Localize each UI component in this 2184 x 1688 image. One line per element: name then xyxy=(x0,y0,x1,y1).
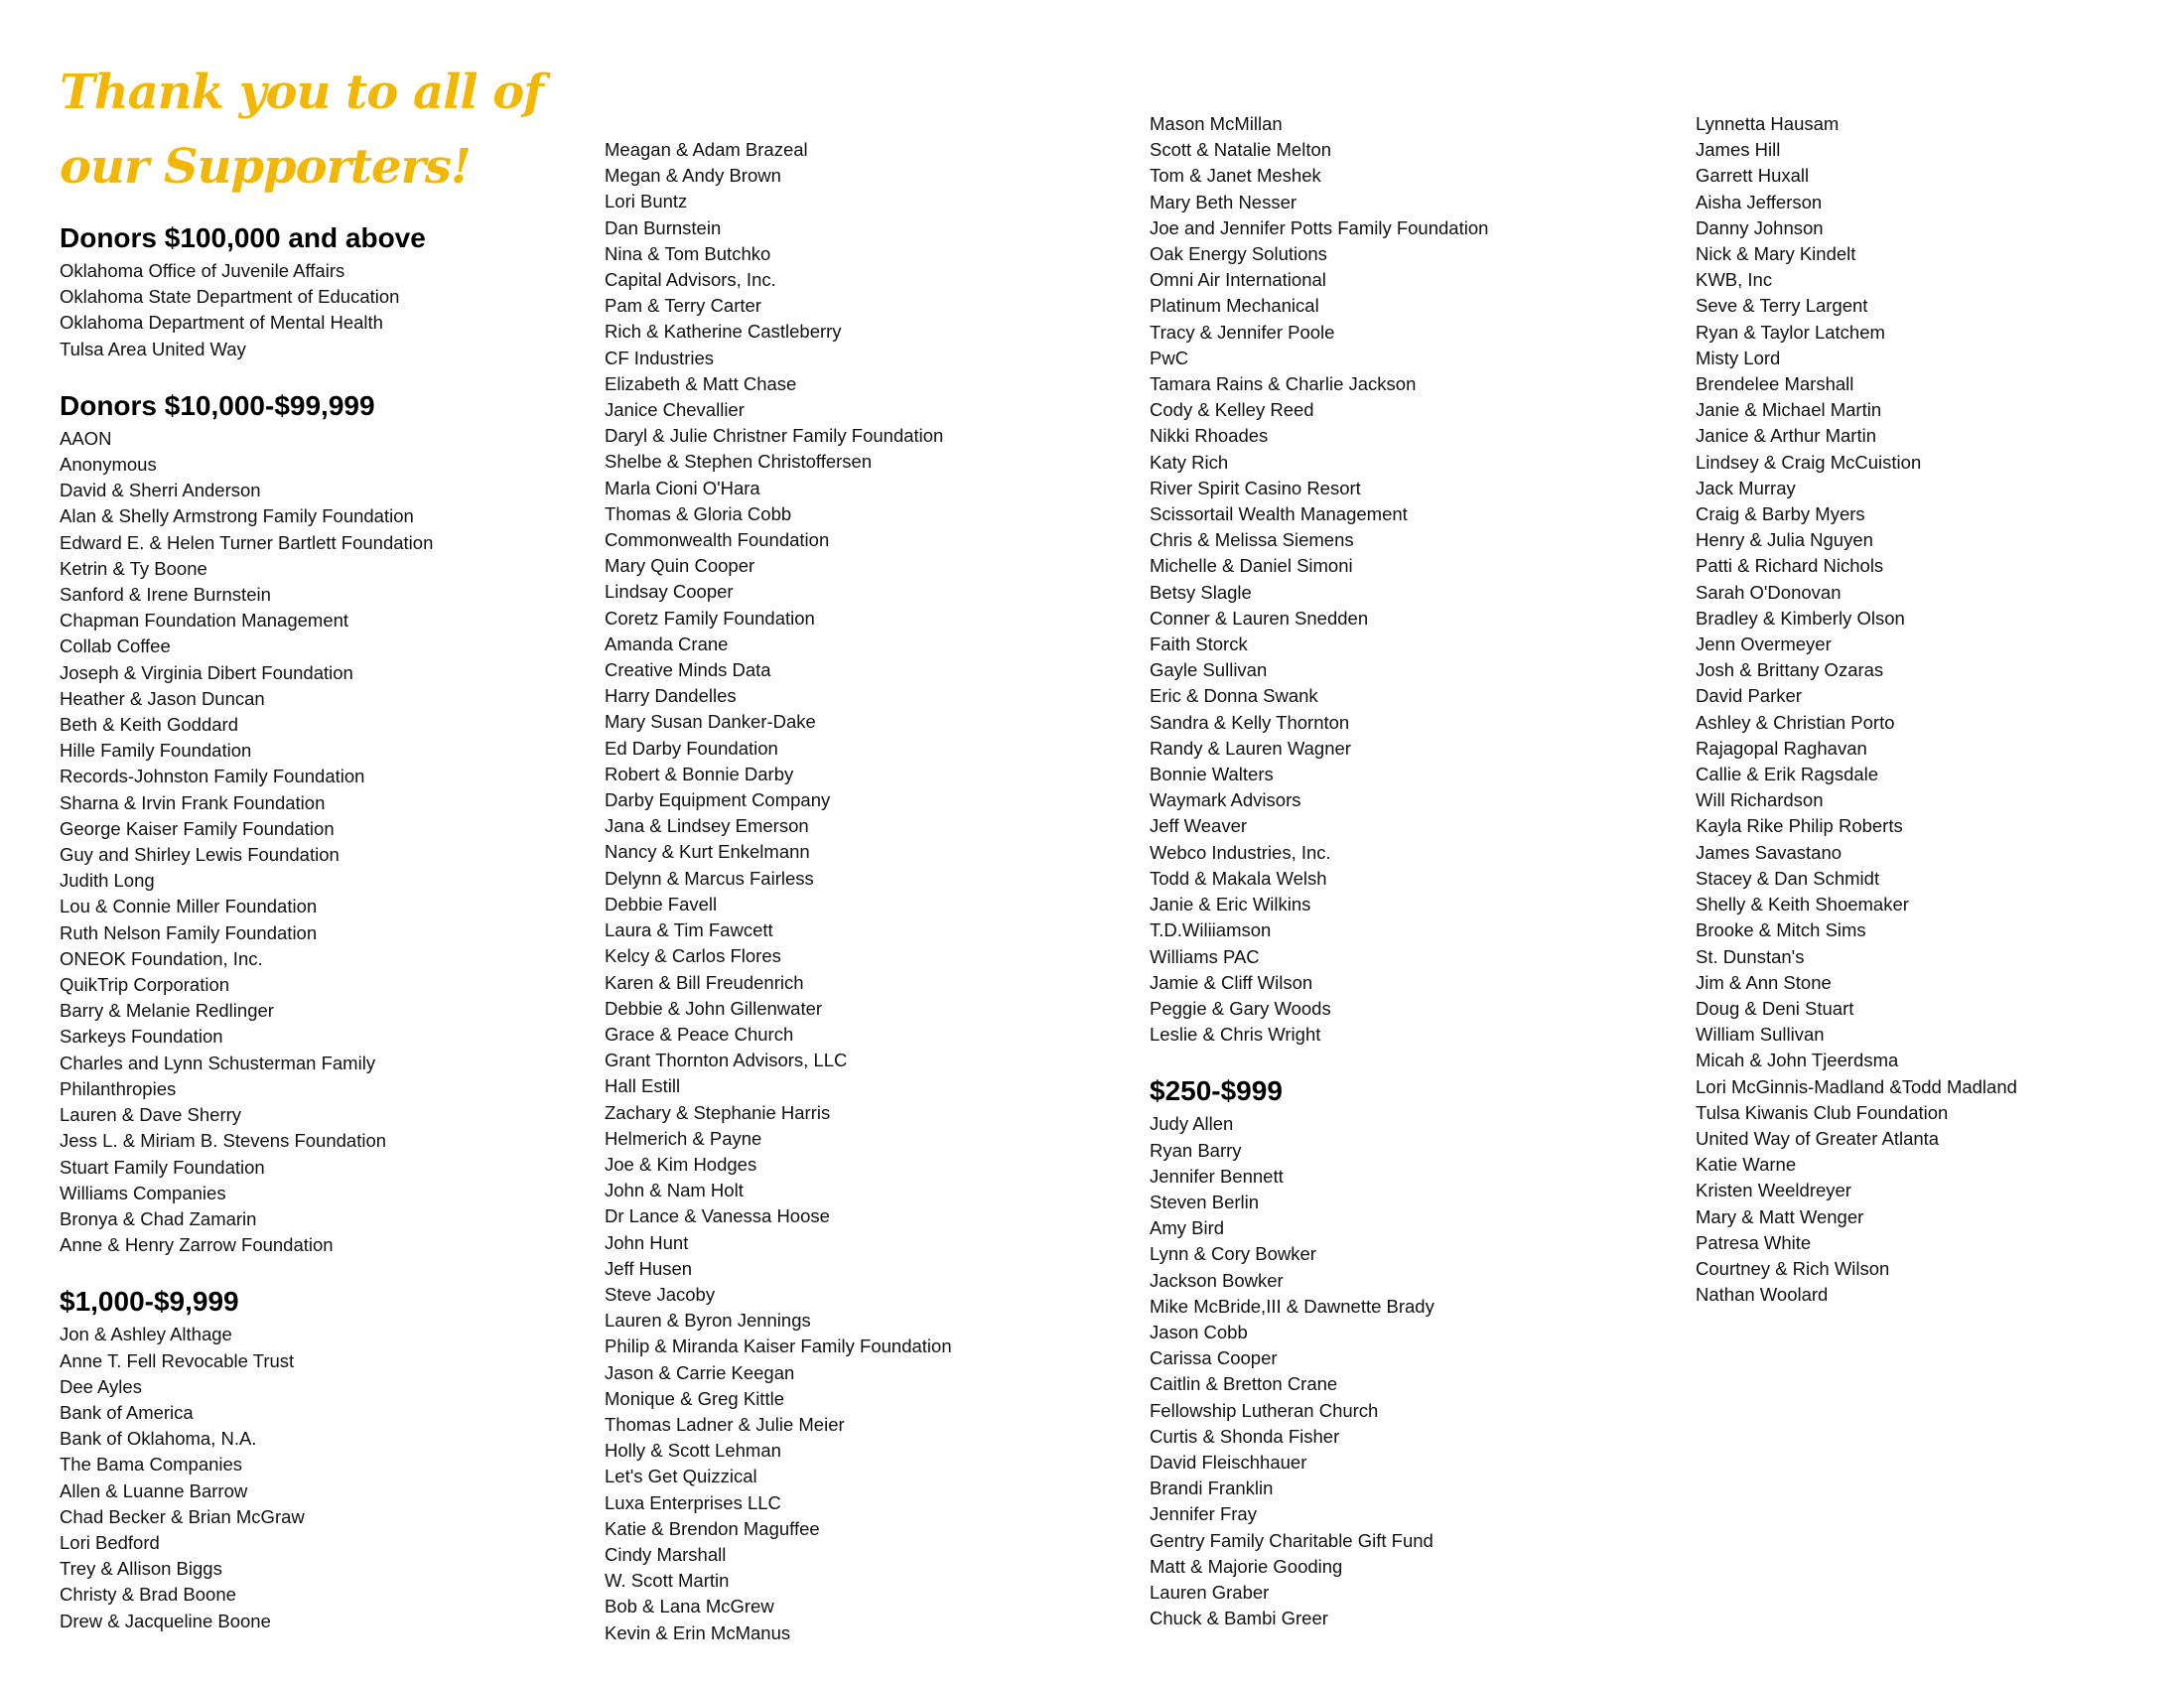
donor-name: Patresa White xyxy=(1696,1231,1812,1253)
donor-name: Henry & Julia Nguyen xyxy=(1696,529,1873,551)
donor-name: Williams PAC xyxy=(1150,945,1260,967)
donor-name: Kelcy & Carlos Flores xyxy=(605,945,781,967)
donor-name: Aisha Jefferson xyxy=(1696,191,1823,212)
donor-list-100k xyxy=(60,258,576,362)
donor-name: Oak Energy Solutions xyxy=(1150,243,1327,265)
donor-name: Janice Chevallier xyxy=(605,399,745,421)
section-heading-1k: $1,000-$9,999 xyxy=(60,1286,239,1318)
donor-name: Faith Storck xyxy=(1150,633,1248,655)
donor-name: Todd & Makala Welsh xyxy=(1150,867,1327,889)
donor-name: Misty Lord xyxy=(1696,347,1781,368)
donor-name: Elizabeth & Matt Chase xyxy=(605,372,797,394)
donor-name: Megan & Andy Brown xyxy=(605,165,781,187)
donor-name: Ketrin & Ty Boone xyxy=(60,557,207,579)
donor-name: Drew & Jacqueline Boone xyxy=(60,1610,271,1631)
column-4 xyxy=(1696,111,2184,1308)
donor-name: Daryl & Julie Christner Family Foundation xyxy=(605,425,944,447)
donor-name: Anonymous xyxy=(60,454,157,476)
donor-name: Lindsey & Craig McCuistion xyxy=(1696,451,1922,473)
donor-name: Lori Bedford xyxy=(60,1531,160,1553)
donor-name: Debbie Favell xyxy=(605,893,718,914)
donor-name: Jana & Lindsey Emerson xyxy=(605,815,809,837)
donor-name: Lynnetta Hausam xyxy=(1696,113,1840,134)
donor-name: Oklahoma Department of Mental Health xyxy=(60,312,383,334)
donor-name: Betsy Slagle xyxy=(1150,581,1252,603)
donor-name: Collab Coffee xyxy=(60,635,171,657)
donor-name: Callie & Erik Ragsdale xyxy=(1696,764,1879,785)
donor-name: Cindy Marshall xyxy=(605,1543,727,1565)
donor-name: Ed Darby Foundation xyxy=(605,737,778,759)
donor-name: John Hunt xyxy=(605,1231,689,1253)
donor-name: River Spirit Casino Resort xyxy=(1150,477,1361,498)
donor-name: Curtis & Shonda Fisher xyxy=(1150,1425,1340,1447)
donor-name: Jon & Ashley Althage xyxy=(60,1324,232,1345)
donor-name: Tulsa Area United Way xyxy=(60,338,246,359)
donor-name: Danny Johnson xyxy=(1696,216,1824,238)
column-1 xyxy=(60,56,576,1634)
donor-name: Micah & John Tjeerdsma xyxy=(1696,1050,1899,1071)
donor-name: Grant Thornton Advisors, LLC xyxy=(605,1050,848,1071)
donor-name: CF Industries xyxy=(605,347,715,368)
donor-name: W. Scott Martin xyxy=(605,1570,730,1592)
donor-name: Robert & Bonnie Darby xyxy=(605,763,794,784)
donor-name: Stuart Family Foundation xyxy=(60,1156,265,1178)
donor-name: Tracy & Jennifer Poole xyxy=(1150,321,1335,343)
donor-name: Conner & Lauren Snedden xyxy=(1150,607,1369,629)
donor-name: Kayla Rike Philip Roberts xyxy=(1696,815,1903,837)
donor-name: Mary Beth Nesser xyxy=(1150,191,1297,212)
donor-name: Matt & Majorie Gooding xyxy=(1150,1555,1343,1577)
donor-name: Hille Family Foundation xyxy=(60,740,252,762)
donor-name: Joseph & Virginia Dibert Foundation xyxy=(60,661,353,683)
donor-name: Kristen Weeldreyer xyxy=(1696,1180,1851,1201)
donor-name: Rajagopal Raghavan xyxy=(1696,737,1867,759)
donor-name: Jamie & Cliff Wilson xyxy=(1150,971,1313,993)
donor-name: Jennifer Fray xyxy=(1150,1503,1257,1525)
donor-name: Amanda Crane xyxy=(605,633,729,654)
donor-name: Meagan & Adam Brazeal xyxy=(605,139,808,160)
donor-name: Creative Minds Data xyxy=(605,659,771,681)
donor-name: Platinum Mechanical xyxy=(1150,295,1319,317)
donor-name: United Way of Greater Atlanta xyxy=(1696,1127,1940,1149)
donor-list-1k-part-1 xyxy=(60,1322,576,1633)
donor-list-250-part-1 xyxy=(1150,1111,1666,1631)
donor-name: Ashley & Christian Porto xyxy=(1696,711,1895,733)
donor-name: Coretz Family Foundation xyxy=(605,607,815,629)
donor-name: Peggie & Gary Woods xyxy=(1150,997,1331,1019)
donor-name: Jim & Ann Stone xyxy=(1696,971,1832,993)
donor-name: Jackson Bowker xyxy=(1150,1269,1284,1291)
donor-list-250-part-2 xyxy=(1696,111,2184,1308)
donor-name: Hall Estill xyxy=(605,1075,681,1097)
donor-name: Kevin & Erin McManus xyxy=(605,1621,791,1643)
donor-name: Edward E. & Helen Turner Bartlett Foundation xyxy=(60,531,434,553)
section-heading-250: $250-$999 xyxy=(1150,1075,1283,1107)
donor-name: Stacey & Dan Schmidt xyxy=(1696,867,1880,889)
donor-name: Mason McMillan xyxy=(1150,113,1283,134)
donor-name: Pam & Terry Carter xyxy=(605,295,761,317)
donor-name: Harry Dandelles xyxy=(605,685,737,707)
donor-name: Thomas & Gloria Cobb xyxy=(605,502,792,524)
column-2 xyxy=(605,137,1121,1646)
donor-name: Capital Advisors, Inc. xyxy=(605,269,776,291)
donor-name: David Fleischhauer xyxy=(1150,1451,1307,1473)
donor-name: Bonnie Walters xyxy=(1150,764,1274,785)
donor-name: Bank of America xyxy=(60,1401,194,1423)
donor-name: Michelle & Daniel Simoni xyxy=(1150,555,1353,577)
donor-name: Dan Burnstein xyxy=(605,216,722,238)
donor-name: Jason & Carrie Keegan xyxy=(605,1361,795,1383)
donor-name: Nancy & Kurt Enkelmann xyxy=(605,841,810,863)
donor-name: Dee Ayles xyxy=(60,1375,142,1397)
donor-name: Philip & Miranda Kaiser Family Foundation xyxy=(605,1336,952,1357)
donor-name: Anne & Henry Zarrow Foundation xyxy=(60,1234,334,1256)
donor-name: Omni Air International xyxy=(1150,269,1326,291)
donor-name: Mary Quin Cooper xyxy=(605,555,755,577)
donor-name: Tamara Rains & Charlie Jackson xyxy=(1150,373,1417,395)
donor-name: Zachary & Stephanie Harris xyxy=(605,1101,831,1123)
donor-name: Judith Long xyxy=(60,870,155,892)
donor-name: Sarah O'Donovan xyxy=(1696,581,1842,603)
donor-name: Ruth Nelson Family Foundation xyxy=(60,921,318,943)
donor-name: Caitlin & Bretton Crane xyxy=(1150,1373,1338,1395)
donor-name: Williams Companies xyxy=(60,1182,226,1203)
donor-name: Lauren & Dave Sherry xyxy=(60,1104,242,1126)
donor-name: Katy Rich xyxy=(1150,451,1229,473)
donor-name: David & Sherri Anderson xyxy=(60,480,261,501)
donor-name: Brandi Franklin xyxy=(1150,1477,1274,1499)
donor-name: Janie & Eric Wilkins xyxy=(1150,894,1311,915)
donor-name: Gentry Family Charitable Gift Fund xyxy=(1150,1529,1433,1551)
donor-list-10k xyxy=(60,426,576,1259)
donor-name: Janie & Michael Martin xyxy=(1696,399,1882,421)
donor-name: Steven Berlin xyxy=(1150,1191,1260,1212)
title-line-1: Thank you to all of xyxy=(60,65,543,120)
donor-name: Nick & Mary Kindelt xyxy=(1696,243,1856,265)
donor-name: Seve & Terry Largent xyxy=(1696,295,1868,317)
donor-name: Luxa Enterprises LLC xyxy=(605,1491,781,1513)
donor-name: Let's Get Quizzical xyxy=(605,1466,757,1487)
donor-name: James Savastano xyxy=(1696,841,1843,863)
donor-name: Will Richardson xyxy=(1696,789,1824,811)
donor-name: Garrett Huxall xyxy=(1696,165,1810,187)
donor-name: Jeff Husen xyxy=(605,1257,693,1279)
donor-name: Christy & Brad Boone xyxy=(60,1584,236,1606)
donor-name: Allen & Luanne Barrow xyxy=(60,1479,248,1501)
donor-name: Shelbe & Stephen Christoffersen xyxy=(605,451,873,473)
donor-name: St. Dunstan's xyxy=(1696,945,1805,967)
donor-name: Josh & Brittany Ozaras xyxy=(1696,659,1884,681)
donor-name: Tulsa Kiwanis Club Foundation xyxy=(1696,1101,1949,1123)
donor-name: Katie Warne xyxy=(1696,1154,1797,1176)
donor-name: Chapman Foundation Management xyxy=(60,610,349,632)
donor-name: Brendelee Marshall xyxy=(1696,373,1854,395)
donor-name: Lou & Connie Miller Foundation xyxy=(60,896,318,917)
section-heading-100k: Donors $100,000 and above xyxy=(60,222,426,253)
donor-name: Debbie & John Gillenwater xyxy=(605,997,823,1019)
donor-name: Gayle Sullivan xyxy=(1150,659,1268,681)
donor-name: Chad Becker & Brian McGraw xyxy=(60,1505,305,1527)
donor-name: George Kaiser Family Foundation xyxy=(60,817,335,839)
donor-name: Doug & Deni Stuart xyxy=(1696,997,1854,1019)
donor-name: Fellowship Lutheran Church xyxy=(1150,1399,1379,1421)
donor-name: ONEOK Foundation, Inc. xyxy=(60,947,263,969)
donor-name: Lauren Graber xyxy=(1150,1581,1270,1603)
donor-name: Jess L. & Miriam B. Stevens Foundation xyxy=(60,1130,387,1152)
donor-name: Katie & Brendon Maguffee xyxy=(605,1517,820,1539)
donor-name: Lindsay Cooper xyxy=(605,581,734,603)
donor-name: Nathan Woolard xyxy=(1696,1284,1829,1306)
donor-name: Randy & Lauren Wagner xyxy=(1150,737,1351,759)
donor-name: Bradley & Kimberly Olson xyxy=(1696,607,1905,629)
donor-name: QuikTrip Corporation xyxy=(60,974,230,996)
donor-name: Alan & Shelly Armstrong Family Foundation xyxy=(60,505,414,527)
donor-name: Mary Susan Danker-Dake xyxy=(605,711,816,733)
donor-name: Rich & Katherine Castleberry xyxy=(605,321,842,343)
donor-name: Sandra & Kelly Thornton xyxy=(1150,711,1350,733)
donor-name: Guy and Shirley Lewis Foundation xyxy=(60,844,340,866)
donor-name: Leslie & Chris Wright xyxy=(1150,1024,1321,1046)
donor-name: Steve Jacoby xyxy=(605,1283,716,1305)
donor-name: Monique & Greg Kittle xyxy=(605,1387,784,1409)
donor-name: Lori Buntz xyxy=(605,191,688,212)
donor-name: Sarkeys Foundation xyxy=(60,1026,223,1048)
donor-name: James Hill xyxy=(1696,139,1781,161)
donor-name: Lauren & Byron Jennings xyxy=(605,1310,811,1332)
donor-name: KWB, Inc xyxy=(1696,269,1773,291)
donor-name: Jack Murray xyxy=(1696,477,1796,498)
donor-name: Scott & Natalie Melton xyxy=(1150,139,1332,161)
donor-name: Laura & Tim Fawcett xyxy=(605,919,773,941)
donor-name: Darby Equipment Company xyxy=(605,789,831,811)
donor-name: Janice & Arthur Martin xyxy=(1696,425,1876,447)
donor-name: Beth & Keith Goddard xyxy=(60,714,238,736)
title-line-2: our Supporters! xyxy=(60,139,471,195)
donor-name: Patti & Richard Nichols xyxy=(1696,555,1884,577)
donor-name: Karen & Bill Freudenrich xyxy=(605,971,804,993)
donor-name: Oklahoma State Department of Education xyxy=(60,286,400,308)
donor-name: Trey & Allison Biggs xyxy=(60,1558,222,1580)
donor-name: Waymark Advisors xyxy=(1150,789,1301,811)
donor-name: Commonwealth Foundation xyxy=(605,529,830,551)
donor-name: Joe & Kim Hodges xyxy=(605,1153,757,1175)
donor-name: Records-Johnston Family Foundation xyxy=(60,766,365,787)
donor-name: David Parker xyxy=(1696,685,1802,707)
donor-name: Jennifer Bennett xyxy=(1150,1165,1284,1187)
donor-name: Carissa Cooper xyxy=(1150,1347,1278,1369)
donor-name: Chuck & Bambi Greer xyxy=(1150,1608,1328,1629)
donor-name: Helmerich & Payne xyxy=(605,1127,762,1149)
donor-name: Bronya & Chad Zamarin xyxy=(60,1207,257,1229)
donor-name: Marla Cioni O'Hara xyxy=(605,477,760,498)
donor-name: Jenn Overmeyer xyxy=(1696,633,1832,655)
donor-name: The Bama Companies xyxy=(60,1454,243,1476)
donor-name: Craig & Barby Myers xyxy=(1696,503,1865,525)
donor-name: Jason Cobb xyxy=(1150,1321,1248,1342)
donor-name: John & Nam Holt xyxy=(605,1180,744,1201)
donor-list-1k-part-3 xyxy=(1150,111,1666,1048)
donor-name: Scissortail Wealth Management xyxy=(1150,503,1408,525)
donor-name: AAON xyxy=(60,427,112,449)
donor-name: Sharna & Irvin Frank Foundation xyxy=(60,791,326,813)
donor-name: Nina & Tom Butchko xyxy=(605,242,771,264)
donor-name: Delynn & Marcus Fairless xyxy=(605,867,814,889)
donor-name: Sanford & Irene Burnstein xyxy=(60,584,271,606)
donor-name: Thomas Ladner & Julie Meier xyxy=(605,1413,845,1435)
donor-list-1k-part-2 xyxy=(605,137,1121,1646)
donor-name: Judy Allen xyxy=(1150,1113,1234,1135)
donor-name: Shelly & Keith Shoemaker xyxy=(1696,894,1909,915)
donor-name: Courtney & Rich Wilson xyxy=(1696,1257,1890,1279)
column-3 xyxy=(1150,111,1666,1631)
donor-name: T.D.Wiliiamson xyxy=(1150,919,1272,941)
donor-name: Holly & Scott Lehman xyxy=(605,1440,781,1462)
donor-name: Mike McBride,III & Dawnette Brady xyxy=(1150,1295,1434,1317)
donor-name: Ryan & Taylor Latchem xyxy=(1696,321,1885,343)
donor-name: Charles and Lynn Schusterman Family xyxy=(60,1052,376,1073)
donor-name: Ryan Barry xyxy=(1150,1139,1242,1161)
donor-name: Lynn & Cory Bowker xyxy=(1150,1243,1316,1265)
donor-name: Heather & Jason Duncan xyxy=(60,687,265,709)
donor-name: Joe and Jennifer Potts Family Foundation xyxy=(1150,216,1489,238)
donor-name: Nikki Rhoades xyxy=(1150,425,1269,447)
donor-name: William Sullivan xyxy=(1696,1024,1825,1046)
donor-name: Mary & Matt Wenger xyxy=(1696,1205,1864,1227)
donor-name: Philanthropies xyxy=(60,1077,177,1099)
page-title xyxy=(60,56,576,205)
donor-name: PwC xyxy=(1150,347,1189,368)
donor-name: Eric & Donna Swank xyxy=(1150,685,1318,707)
donor-name: Barry & Melanie Redlinger xyxy=(60,1000,274,1022)
donor-name: Anne T. Fell Revocable Trust xyxy=(60,1349,295,1371)
section-heading-10k: Donors $10,000-$99,999 xyxy=(60,389,375,421)
donor-name: Amy Bird xyxy=(1150,1217,1225,1239)
donor-name: Lori McGinnis-Madland &Todd Madland xyxy=(1696,1075,2017,1097)
donor-name: Cody & Kelley Reed xyxy=(1150,399,1314,421)
donor-name: Grace & Peace Church xyxy=(605,1023,794,1045)
donor-name: Oklahoma Office of Juvenile Affairs xyxy=(60,260,345,281)
donor-name: Bob & Lana McGrew xyxy=(605,1596,774,1618)
donor-name: Tom & Janet Meshek xyxy=(1150,165,1321,187)
donor-name: Webco Industries, Inc. xyxy=(1150,841,1331,863)
donor-name: Dr Lance & Vanessa Hoose xyxy=(605,1205,830,1227)
donor-name: Bank of Oklahoma, N.A. xyxy=(60,1428,257,1450)
donor-name: Brooke & Mitch Sims xyxy=(1696,919,1866,941)
donor-name: Jeff Weaver xyxy=(1150,815,1248,837)
donor-name: Chris & Melissa Siemens xyxy=(1150,529,1354,551)
